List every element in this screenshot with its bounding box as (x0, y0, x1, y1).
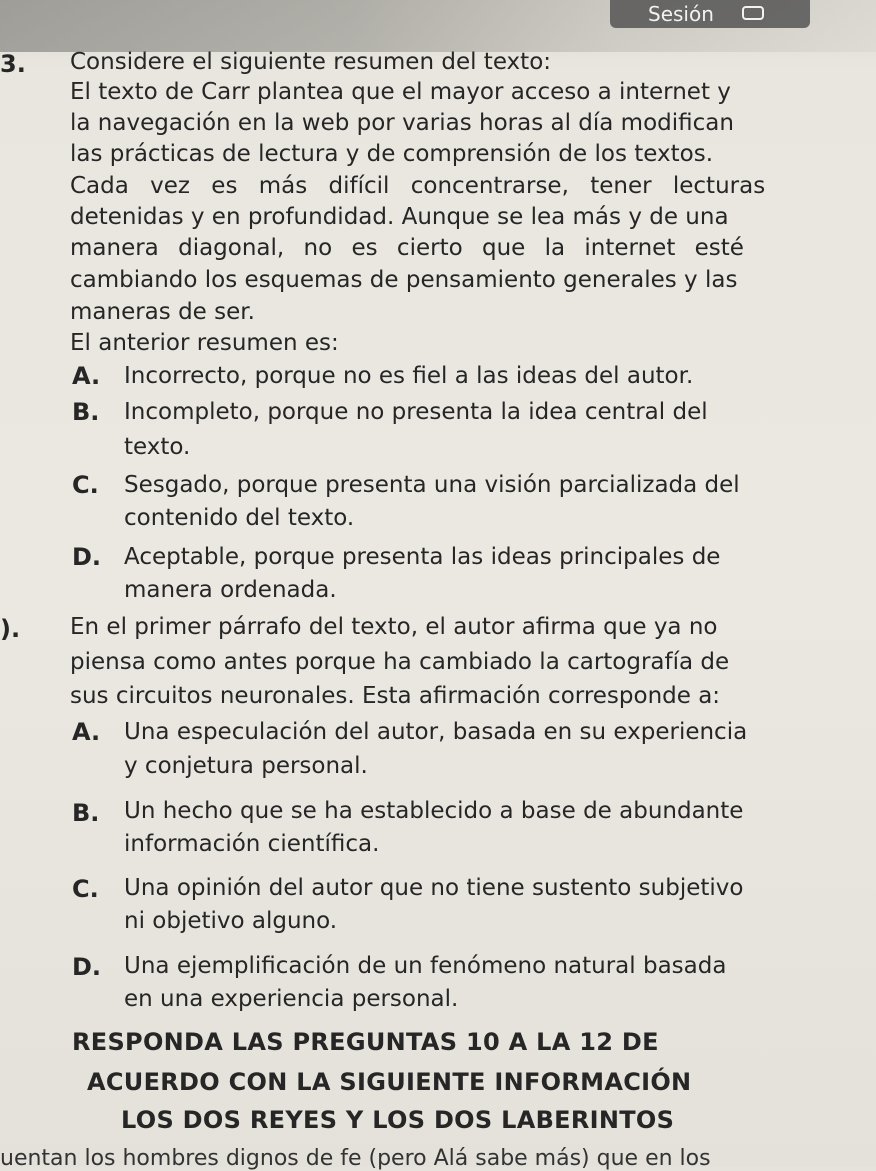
session-label: Sesión (648, 2, 714, 26)
option-text: Una opinión del autor que no tiene sustento subjetivo (124, 875, 744, 901)
summary-line: manera diagonal, no es cierto que la internet esté (70, 235, 744, 261)
reading-first-line-cut: uentan los hombres dignos de fe (pero Alá sabe más) que en los (0, 1146, 711, 1171)
chat-icon (742, 6, 764, 20)
option-letter: D. (72, 953, 102, 981)
summary-line: maneras de ser. (70, 299, 255, 325)
option-text: texto. (124, 434, 191, 460)
option-text: y conjetura personal. (124, 753, 368, 779)
instructions-line-1: RESPONDA LAS PREGUNTAS 10 A LA 12 DE (72, 1028, 659, 1056)
question-8-question: El anterior resumen es: (70, 330, 339, 356)
question-9-number: ). (0, 615, 21, 643)
option-text: Un hecho que se ha establecido a base de abundante (124, 798, 744, 824)
option-letter: C. (72, 471, 99, 499)
option-text: Incompleto, porque no presenta la idea central del (124, 399, 708, 425)
summary-line: las prácticas de lectura y de comprensión de los textos. (70, 141, 714, 167)
prompt-line: piensa como antes porque ha cambiado la cartografía de (70, 649, 730, 675)
option-letter: C. (72, 875, 99, 903)
option-text: contenido del texto. (124, 505, 355, 531)
question-8-number: 3. (0, 50, 26, 78)
reading-title: LOS DOS REYES Y LOS DOS LABERINTOS (121, 1106, 675, 1134)
question-8-prompt: Considere el siguiente resumen del texto: (70, 49, 552, 75)
option-text: en una experiencia personal. (124, 986, 459, 1012)
option-letter: B. (72, 398, 100, 426)
prompt-line: En el primer párrafo del texto, el autor afirma que ya no (70, 614, 718, 640)
option-text: Aceptable, porque presenta las ideas principales de (124, 544, 721, 570)
summary-line: detenidas y en profundidad. Aunque se lea más y de una (70, 204, 729, 230)
option-letter: B. (72, 799, 100, 827)
prompt-line: sus circuitos neuronales. Esta afirmación corresponde a: (70, 683, 721, 709)
summary-line: Cada vez es más difícil concentrarse, tener lecturas (70, 173, 766, 199)
option-text: Incorrecto, porque no es fiel a las ideas del autor. (124, 363, 694, 389)
instructions-line-2: ACUERDO CON LA SIGUIENTE INFORMACIÓN (87, 1068, 692, 1096)
option-text: Una especulación del autor, basada en su experiencia (124, 719, 748, 745)
option-text: Sesgado, porque presenta una visión parcializada del (124, 472, 740, 498)
option-letter: A. (72, 718, 101, 746)
option-letter: D. (72, 543, 102, 571)
summary-line: El texto de Carr plantea que el mayor acceso a internet y (70, 79, 731, 105)
option-text: Una ejemplificación de un fenómeno natural basada (124, 953, 727, 979)
option-text: ni objetivo alguno. (124, 908, 338, 934)
option-letter: A. (72, 362, 101, 390)
summary-line: la navegación en la web por varias horas al día modifican (70, 110, 734, 136)
summary-line: cambiando los esquemas de pensamiento generales y las (70, 267, 738, 293)
option-text: manera ordenada. (124, 577, 337, 603)
option-text: información científica. (124, 831, 380, 857)
